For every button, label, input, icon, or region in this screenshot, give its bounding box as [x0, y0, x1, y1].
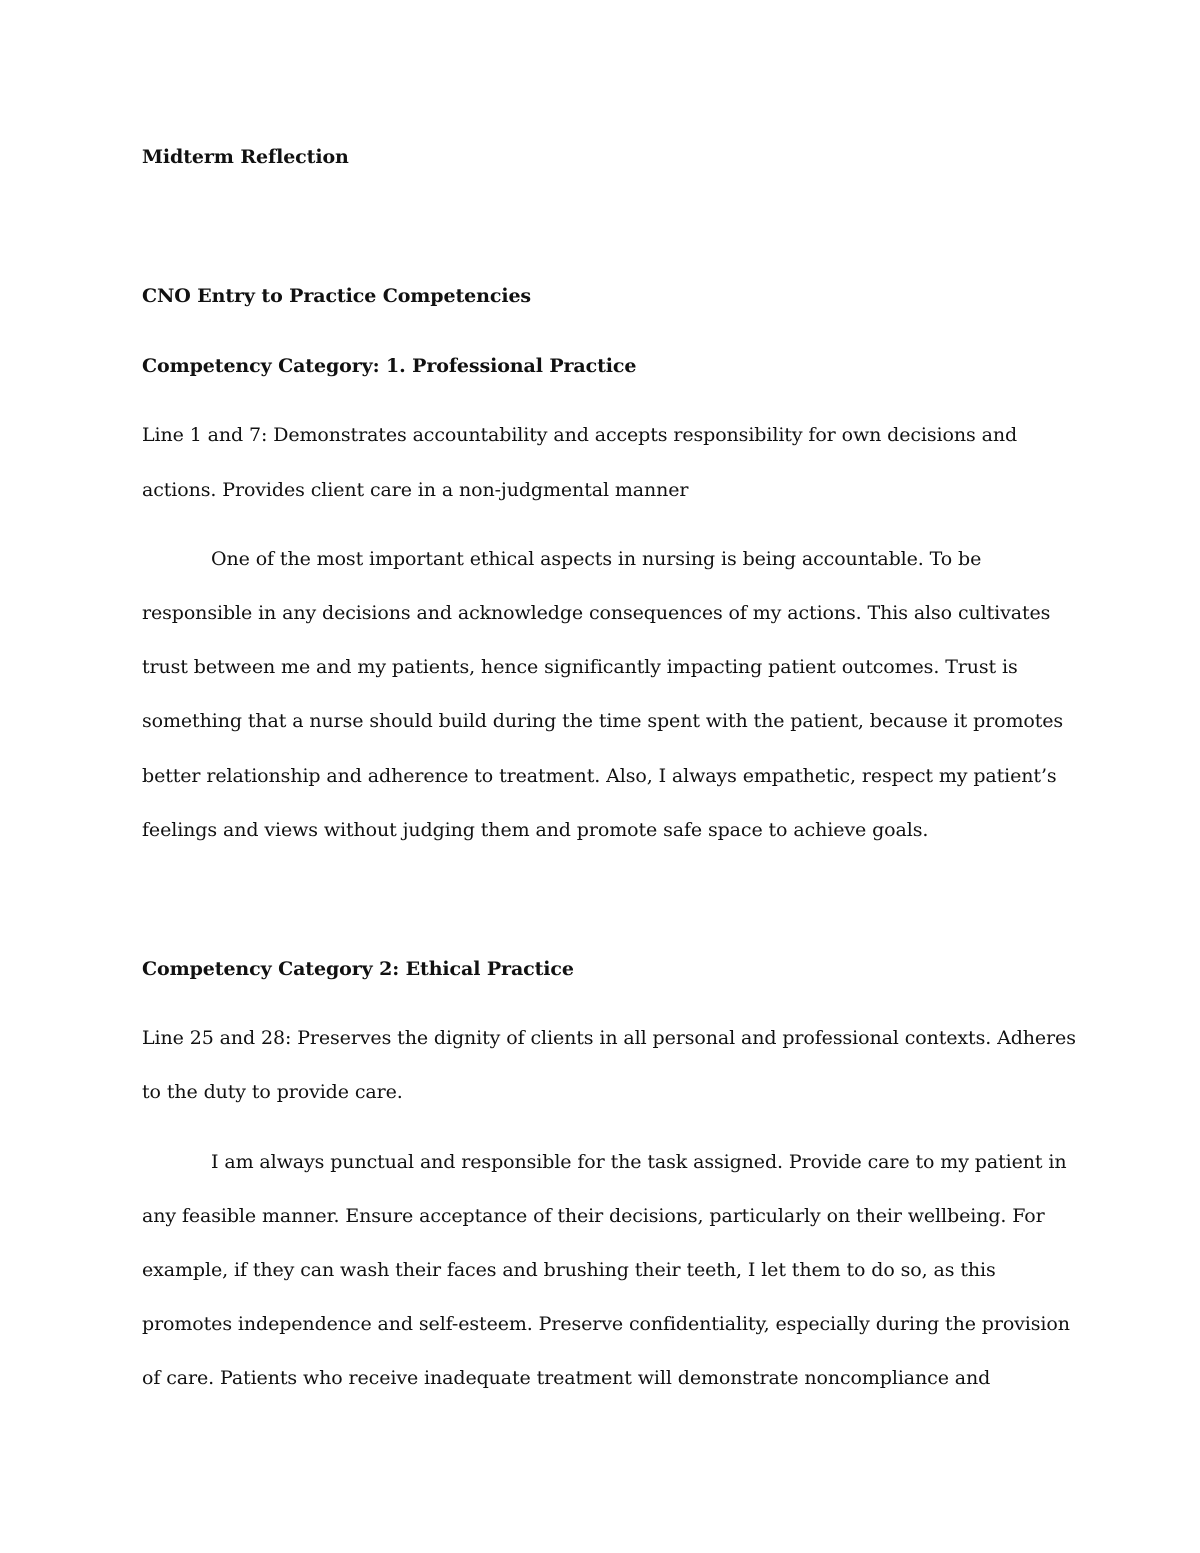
criteria-line: Line 1 and 7: Demonstrates accountability and accepts responsibility for own decisions and [142, 424, 1018, 446]
document-subtitle: CNO Entry to Practice Competencies [142, 285, 532, 307]
paragraph-line: any feasible manner. Ensure acceptance of their decisions, particularly on their wellbeing. For [142, 1205, 1045, 1227]
paragraph-line: better relationship and adherence to treatment. Also, I always empathetic, respect my patient’s [142, 765, 1057, 787]
paragraph-line: something that a nurse should build during the time spent with the patient, because it promotes [142, 710, 1064, 732]
criteria-line: Line 25 and 28: Preserves the dignity of clients in all personal and professional contexts. Adheres [142, 1027, 1076, 1049]
paragraph-line: responsible in any decisions and acknowledge consequences of my actions. This also cultivates [142, 602, 1051, 624]
criteria-line: actions. Provides client care in a non-judgmental manner [142, 479, 689, 501]
paragraph-line: I am always punctual and responsible for the task assigned. Provide care to my patient in [211, 1151, 1067, 1173]
paragraph-line: promotes independence and self-esteem. Preserve confidentiality, especially during the provision [142, 1313, 1070, 1335]
paragraph-line: feelings and views without judging them and promote safe space to achieve goals. [142, 819, 929, 841]
document-title: Midterm Reflection [142, 146, 349, 168]
paragraph-line: trust between me and my patients, hence significantly impacting patient outcomes. Trust is [142, 656, 1018, 678]
section-heading: Competency Category 2: Ethical Practice [142, 958, 574, 980]
criteria-line: to the duty to provide care. [142, 1081, 403, 1103]
paragraph-line: of care. Patients who receive inadequate treatment will demonstrate noncompliance and [142, 1367, 991, 1389]
paragraph-line: example, if they can wash their faces and brushing their teeth, I let them to do so, as this [142, 1259, 996, 1281]
section-heading: Competency Category: 1. Professional Practice [142, 355, 637, 377]
paragraph-line: One of the most important ethical aspects in nursing is being accountable. To be [211, 548, 982, 570]
